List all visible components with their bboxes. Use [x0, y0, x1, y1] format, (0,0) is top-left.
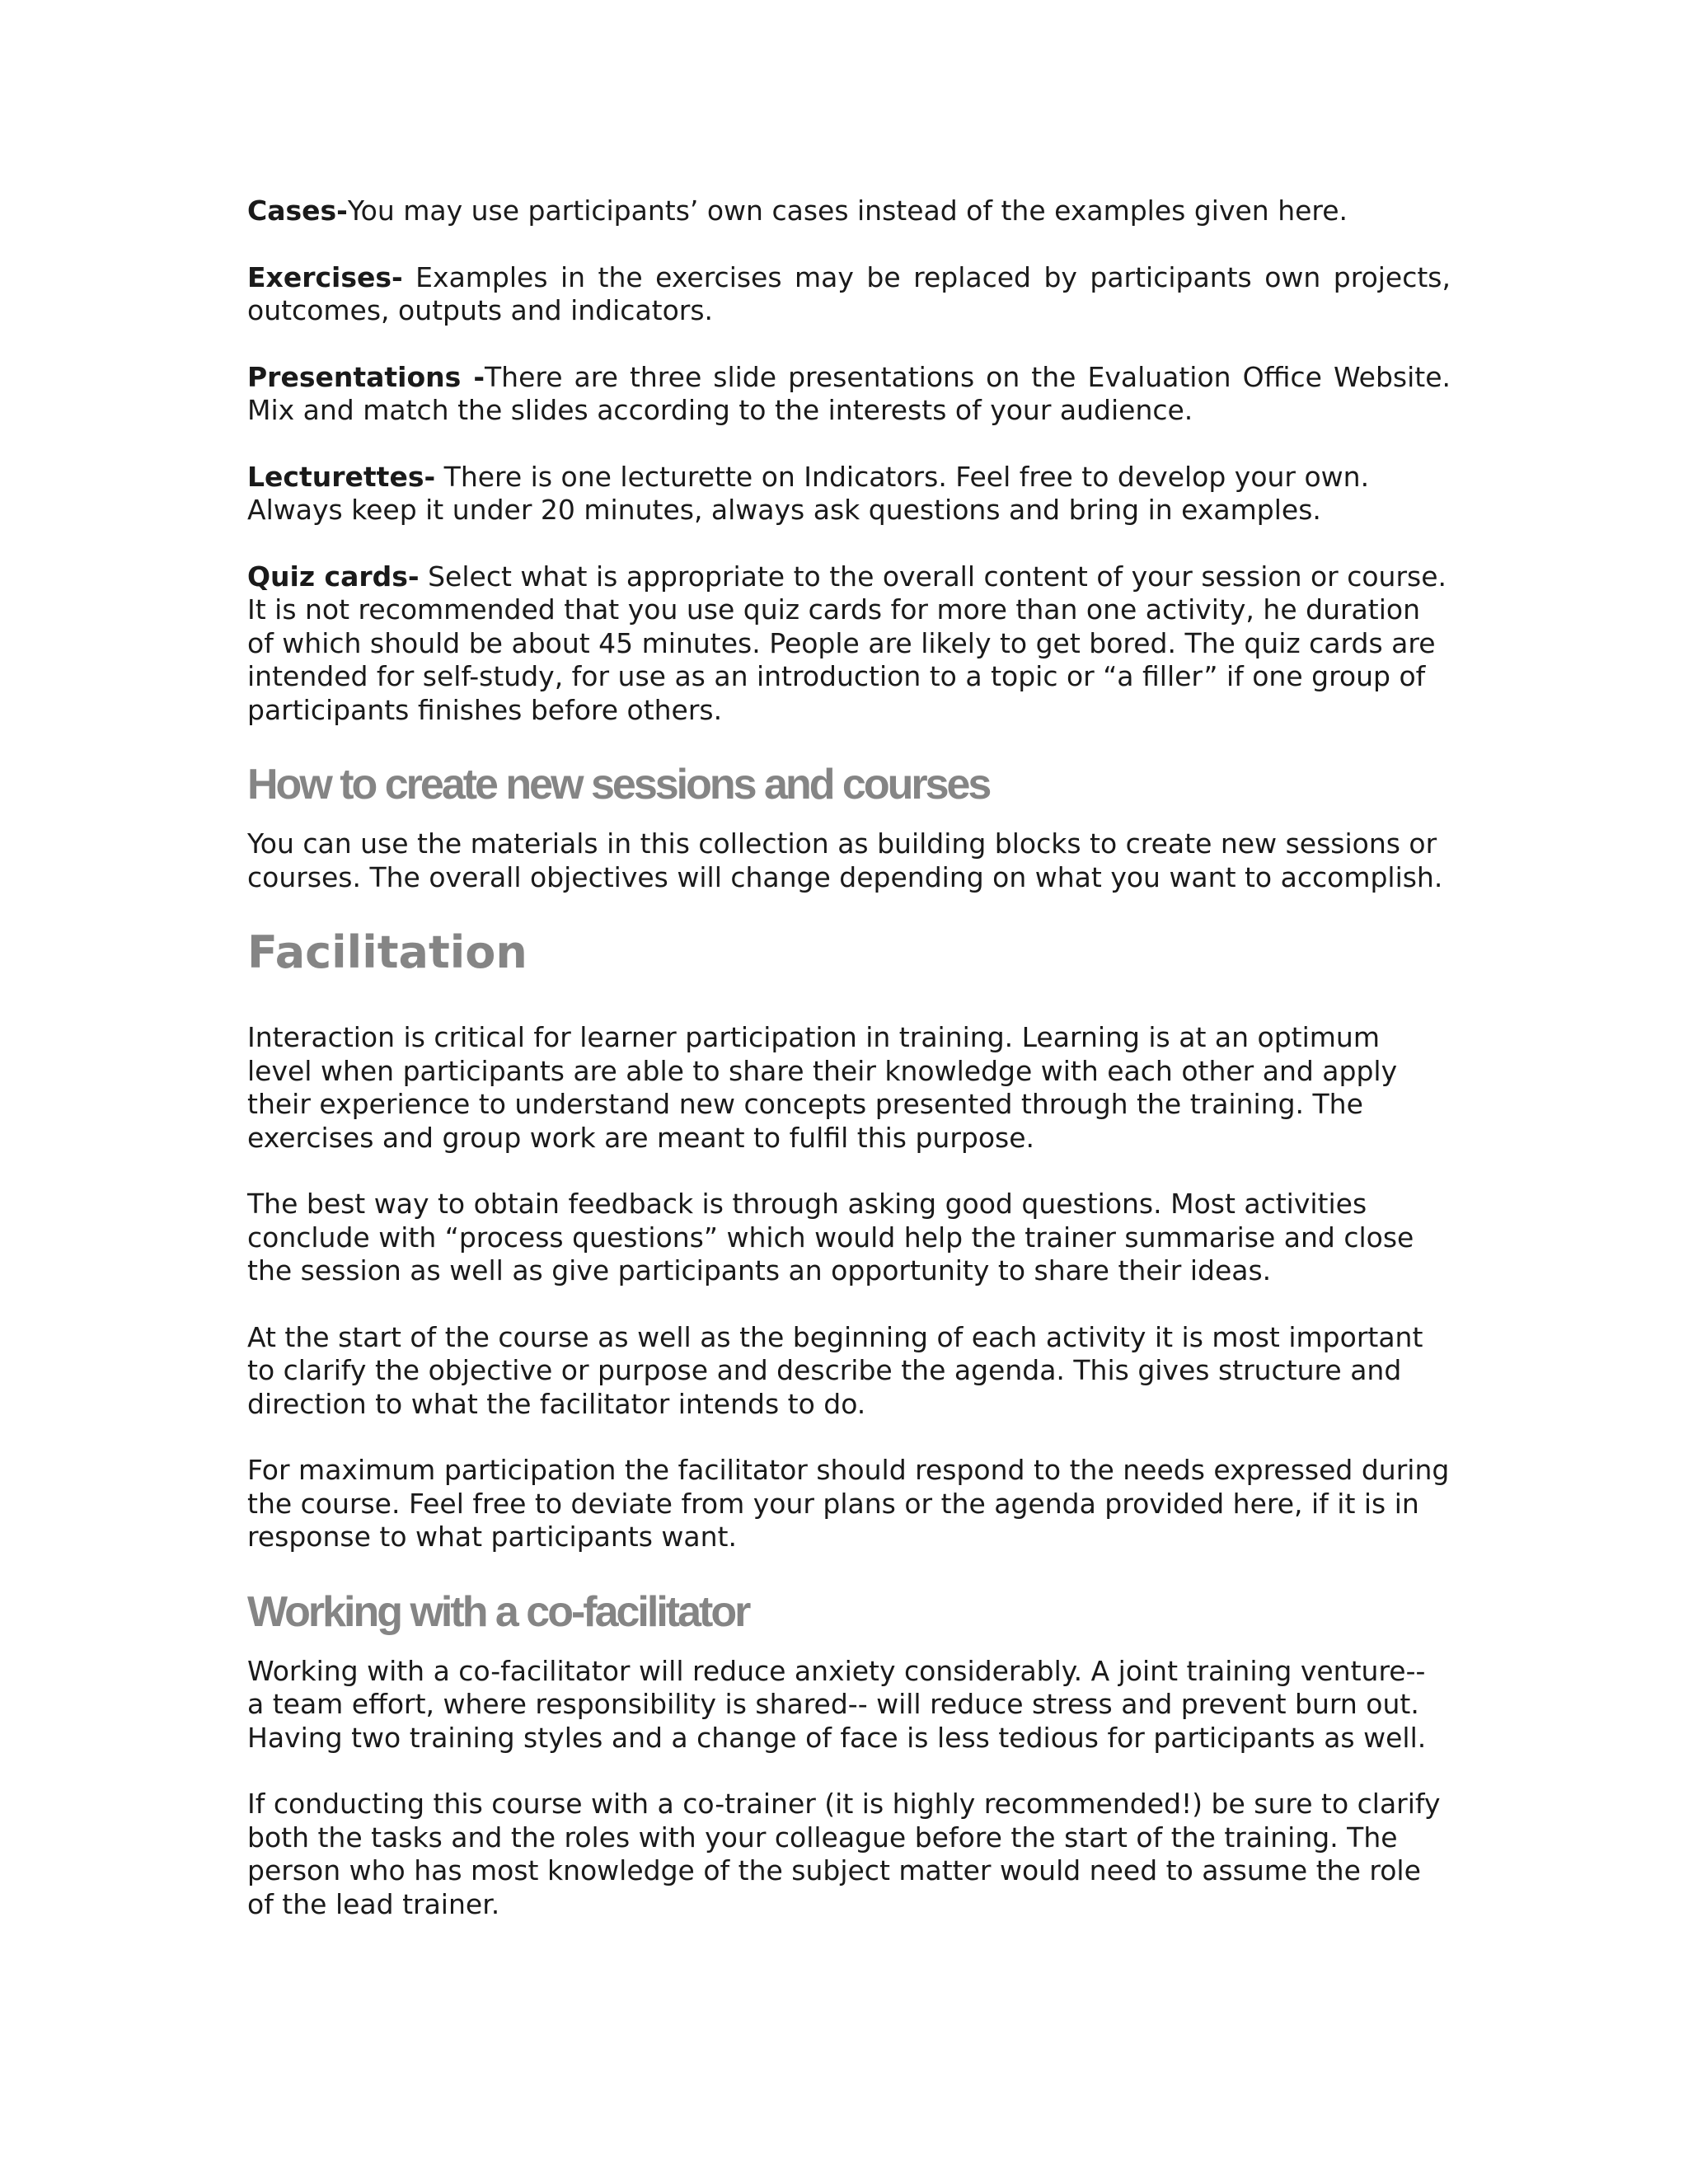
document-page — [247, 194, 1451, 1954]
cases-paragraph — [247, 194, 1451, 228]
facilitation-paragraph-3: At the start of the course as well as the beginning of each activity it is most important to clarify the objective or purpose and describe the agenda. This gives structure and direction to what the facilitator intends to do. — [247, 1320, 1423, 1420]
presentations-text: There are three slide presentations on the Evaluation Office Website. Mix and match the slides according to the interests of your audience. — [247, 360, 1451, 426]
co-facilitator-paragraph-2: If conducting this course with a co-trainer (it is highly recommended!) be sure to clarify both the tasks and the roles with your colleague before the start of the training. The person who has most knowledge of the subject matter would need to assume the role of the lead trainer. — [247, 1788, 1441, 1920]
cases-term: Cases- — [247, 194, 348, 227]
lecturettes-term: Lecturettes- — [247, 460, 436, 493]
quiz-cards-text: Select what is appropriate to the overall content of your session or course. It is not recommended that you use quiz cards for more than one activity, he duration of which should be about 45 minutes. People are likely to get bored. The quiz cards are intended for self-study, for use as an introduction to a topic or “a filler” if one group of participants finishes before others. — [247, 560, 1447, 726]
facilitation-paragraph-2: The best way to obtain feedback is through asking good questions. Most activities conclude with “process questions” which would help the trainer summarise and close the session as well as give participants an opportunity to share their ideas. — [247, 1188, 1414, 1286]
heading-facilitation: Facilitation — [247, 926, 528, 978]
presentations-paragraph — [247, 361, 1451, 428]
exercises-paragraph — [247, 261, 1451, 328]
exercises-text: Examples in the exercises may be replaced by participants own projects, outcomes, outputs and indicators. — [247, 260, 1451, 326]
heading-co-facilitator: Working with a co-facilitator — [247, 1587, 749, 1636]
heading-create-sessions: How to create new sessions and courses — [247, 761, 990, 808]
presentations-term: Presentations - — [247, 360, 485, 393]
facilitation-paragraph-1: Interaction is critical for learner participation in training. Learning is at an optimum level when participants are able to share their knowledge with each other and apply their experience to understand new concepts presented through the training. The exercises and group work are meant to fulfil this purpose. — [247, 1021, 1398, 1154]
facilitation-paragraph-4: For maximum participation the facilitator should respond to the needs expressed during the course. Feel free to deviate from your plans or the agenda provided here, if it is in response to what participants want. — [247, 1454, 1450, 1553]
lecturettes-paragraph — [247, 461, 1451, 527]
cases-text: You may use participants’ own cases instead of the examples given here. — [347, 194, 1348, 227]
quiz-cards-paragraph — [247, 560, 1451, 728]
quiz-cards-term: Quiz cards- — [247, 560, 420, 593]
lecturettes-text: There is one lecturette on Indicators. Feel free to develop your own. Always keep it under 20 minutes, always ask questions and bring in examples. — [247, 460, 1370, 526]
exercises-term: Exercises- — [247, 260, 403, 293]
co-facilitator-paragraph-1: Working with a co-facilitator will reduce anxiety considerably. A joint training venture-- a team effort, where responsibility is shared-- will reduce stress and prevent burn out. Having two training styles and a change of face is less tedious for participants as well. — [247, 1654, 1427, 1754]
create-sessions-paragraph: You can use the materials in this collection as building blocks to create new sessions or courses. The overall objectives will change depending on what you want to accomplish. — [247, 827, 1443, 893]
